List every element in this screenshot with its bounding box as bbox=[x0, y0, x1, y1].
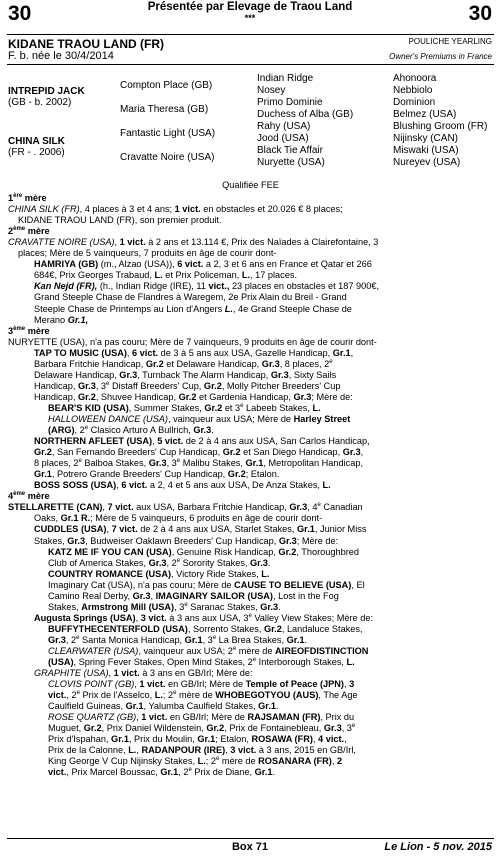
horse-birth: F. b. née le 30/4/2014 bbox=[8, 50, 114, 62]
horse-category: POULICHE YEARLING bbox=[408, 37, 492, 46]
header-rule bbox=[7, 34, 494, 35]
grandparent: Cravatte Noire (USA) bbox=[120, 152, 215, 163]
lot-number-left: 30 bbox=[8, 2, 32, 25]
consignor-stars: *** bbox=[244, 13, 256, 23]
gggp: Miswaki (USA) bbox=[393, 145, 459, 156]
gggp: Belmez (USA) bbox=[393, 109, 457, 120]
grandparent: Maria Theresa (GB) bbox=[120, 104, 209, 115]
sire-info: (GB - b. 2002) bbox=[8, 97, 72, 108]
gggp: Ahonoora bbox=[393, 73, 437, 84]
qualifiee-label: Qualifiée FEE bbox=[222, 180, 279, 190]
gggp: Nijinsky (CAN) bbox=[393, 133, 458, 144]
lot-number-right: 30 bbox=[468, 2, 492, 25]
gggp: Nebbiolo bbox=[393, 85, 433, 96]
gggp: Nureyev (USA) bbox=[393, 157, 461, 168]
pedigree-notes: Qualifiée FEE 1ère mère CHINA SILK (FR), 4 places à 3 et 4 ans; 1 vict. en obstacles et 20.026 € 8 places; KIDANE TRAOU LAND (FR), son premier produit. 2ème mère CRAVATTE NOIRE (USA), 1 vict. à 2 ans et 13.114 €, Prix des Naïades à Clairefontaine, 3 places; Mère de 5 vainqueurs, 7 produits en âge de courir dont- HAMRIYA (GB) (m., Alzao (USA)), 6 vict. a 2, 3 et 6 ans en France et Qatar et 266 684€, Prix Georges Trabaud, L. et Prix Policeman, L., 17 places. Kan Nejd (FR), (h., Indian Ridge (IRE), 11 vict., 23 places en obstacles et 187 900€, Grand Steeple Chase de Flandres à Waregem, 2e Prix Alain du Breil - Grand Steeple Chase de Printemps au Lion d'Angers L., 4e Grand Steeple Chase de Merano Gr.1, 3ème mère NURYETTE (USA), n'a pas couru; Mère de 7 vainqueurs, 9 produits en âge de courir dont- TAP TO MUSIC (USA), 6 vict. de 3 à 5 ans aux USA, Gazelle Handicap, Gr.1, Barbara Fritchie Handicap, Gr.2 et Delaware Handicap, Gr.3, 8 places, 2e Delaware Handicap, Gr.3, Turnback The Alarm Handicap, Gr.3, Sixty Sails Handicap, Gr.3, 3e Distaff Breeders' Cup, Gr.2, Molly Pitcher Breeders' Cup Handicap, Gr.2, Shuvee Handicap, Gr.2 et Gardenia Handicap, Gr.3; Mère de: BEAR'S KID (USA), Summer Stakes, Gr.2 et 3e Labeeb Stakes, L. HALLOWEEN DANCE (USA), vainqueur aux USA; Mère de Harley Street (ARG), 2e Clasico Arturo A Bullrich, Gr.3. NORTHERN AFLEET (USA), 5 vict. de 2 à 4 ans aux USA, San Carlos Handicap, Gr.2, San Fernando Breeders' Cup Handicap, Gr.2 et San Diego Handicap, Gr.3, 8 places, 2e Balboa Stakes, Gr.3, 3e Malibu Stakes, Gr.1, Metropolitan Handicap, Gr.1, Potrero Grande Breeders' Cup Handicap, Gr.2; Etalon. BOSS SOSS (USA), 6 vict. a 2, 4 et 5 ans aux USA, De Anza Stakes, L. 4ème mère STELLARETTE (CAN), 7 vict. aux USA, Barbara Fritchie Handicap, Gr.3, 4e Canadian Oaks, Gr.1 R.; Mère de 5 vainqueurs, 6 produits en âge de courir dont- CUDDLES (USA), 7 vict. de 2 à 4 ans aux USA, Starlet Stakes, Gr.1, Junior Miss Stakes, Gr.3, Budweiser Oaklawn Breeders' Cup Handicap, Gr.3; Mère de: KATZ ME IF YOU CAN (USA), Genuine Risk Handicap, Gr.2, Thoroughbred Club of America Stakes, Gr.3, 2e Sorority Stakes, Gr.3. COUNTRY ROMANCE (USA), Victory Ride Stakes, L. Imaginary Cat (USA), n'a pas couru; Mère de CAUSE TO BELIEVE (USA), El Camino Real Derby, Gr.3, IMAGINARY SAILOR (USA), Lost in the Fog Stakes, Armstrong Mill (USA), 3e Saranac Stakes, Gr.3. Augusta Springs (USA), 3 vict. à 3 ans aux USA, 3e Valley View Stakes; Mère de: BUFFYTHECENTERFOLD (USA), Sorrento Stakes, Gr.2, Landaluce Stakes, Gr.3, 2e Santa Monica Handicap, Gr.1, 3e La Brea Stakes, Gr.1. CLEARWATER (USA), vainqueur aux USA; 2e mère de AIREOFDISTINCTION (USA), Spring Fever Stakes, Open Mind Stakes, 2e Interborough Stakes, L. GRAPHITE (USA), 1 vict. à 3 ans en GB/Irl; Mère de: CLOVIS POINT (GB), 1 vict. en GB/Irl; Mère de Temple of Peace (JPN), 3 vict., 2e Prix de l'Asselco, L.; 2e mère de WHOBEGOTYOU (AUS), The Age Caulfield Guineas, Gr.1, Yalumba Caulfield Stakes, Gr.1. ROSE QUARTZ (GB), 1 vict. en GB/Irl; Mère de RAJSAMAN (FR), Prix du Muguet, Gr.2, Prix Daniel Wildenstein, Gr.2, Prix de Fontainebleau, Gr.3, 3e Prix d'Ispahan, Gr.1, Prix du Moulin, Gr.1; Etalon, ROSAWA (FR), 4 vict., Prix de la Calonne, L., RADANPOUR (IRE), 3 vict. à 3 ans, 2015 en GB/Irl, King George V Cup Nijinsky Stakes, L.; 2e mère de ROSANARA (FR), 2 vict., Prix Marcel Boussac, Gr.1, 2e Prix de Diane, Gr.1. bbox=[8, 180, 493, 779]
great-grandparent: Black Tie Affair bbox=[257, 145, 323, 156]
pedigree-rule bbox=[7, 64, 494, 65]
grandparent: Fantastic Light (USA) bbox=[120, 128, 216, 139]
great-grandparent: Jood (USA) bbox=[257, 133, 309, 144]
consignor-title: Présentée par Elevage de Traou Land bbox=[147, 1, 353, 13]
grandparent: Compton Place (GB) bbox=[120, 80, 213, 91]
great-grandparent: Duchess of Alba (GB) bbox=[257, 109, 354, 120]
great-grandparent: Rahy (USA) bbox=[257, 121, 311, 132]
gggp: Blushing Groom (FR) bbox=[393, 121, 488, 132]
dam-name: CHINA SILK bbox=[8, 136, 65, 147]
great-grandparent: Primo Dominie bbox=[257, 97, 323, 108]
horse-name: KIDANE TRAOU LAND (FR) bbox=[8, 37, 164, 51]
great-grandparent: Nosey bbox=[257, 85, 286, 96]
great-grandparent: Indian Ridge bbox=[257, 73, 314, 84]
great-grandparent: Nuryette (USA) bbox=[257, 157, 325, 168]
sale-info: Le Lion - 5 nov. 2015 bbox=[384, 841, 492, 853]
box-number: Box 71 bbox=[231, 841, 269, 853]
owner-premiums: Owner's Premiums in France bbox=[389, 52, 492, 61]
gggp: Dominion bbox=[393, 97, 436, 108]
dam-info: (FR - . 2006) bbox=[8, 147, 65, 158]
sire-name: INTREPID JACK bbox=[8, 86, 85, 97]
footer-rule bbox=[7, 838, 494, 839]
